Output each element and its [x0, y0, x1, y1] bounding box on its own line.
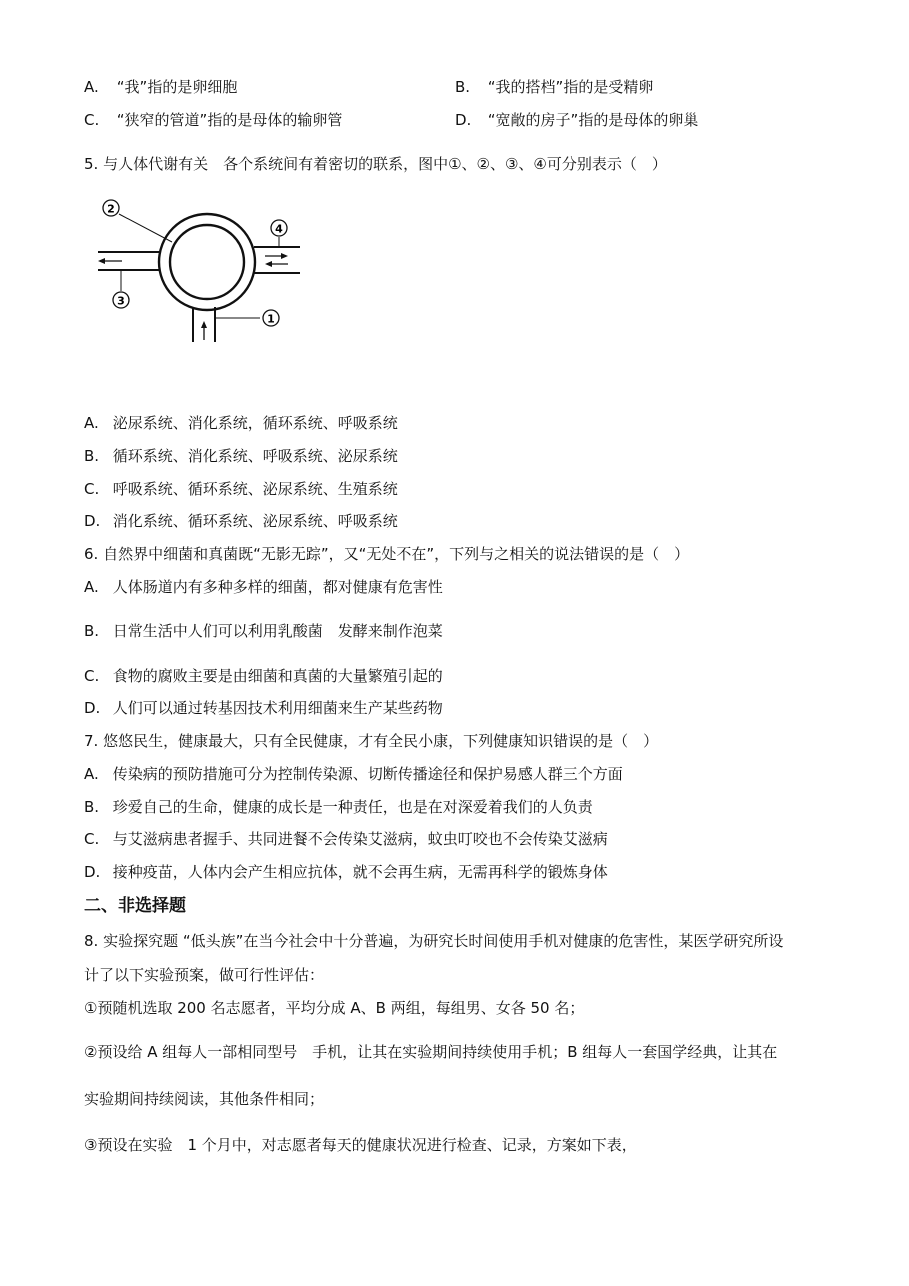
q6-option-b [84, 620, 443, 642]
q4-option-c-label: C. [84, 111, 100, 129]
q4-option-a [84, 76, 237, 98]
q6-option-c-label: C. [84, 667, 100, 685]
q7-option-c [84, 828, 608, 850]
q6-option-b-label: B. [84, 622, 100, 640]
q5-option-b [84, 445, 398, 467]
q8-step-1: ①预随机选取 200 名志愿者，平均分成 A、B 两组，每组男、女各 50 名； [84, 999, 585, 1017]
q7-option-c-text: 与艾滋病患者握手、共同进餐不会传染艾滋病，蚊虫叮咬也不会传染艾滋病 [112, 830, 608, 848]
q4-option-b [455, 76, 653, 98]
q6-option-a-text: 人体肠道内有多种多样的细菌，都对健康有危害性 [112, 578, 443, 596]
diagram-left-arrowhead [98, 258, 105, 264]
q8-step-3: ③预设在实验 1 个月中，对志愿者每天的健康状况进行检查、记录，方案如下表， [84, 1136, 637, 1154]
q5-stem: 5. 与人体代谢有关 各个系统间有着密切的联系，图中①、②、③、④可分别表示（ ） [84, 155, 667, 173]
q5-option-d-label: D. [84, 512, 101, 530]
diagram-bottom-arrowhead [201, 321, 207, 328]
q5-option-a-text: 泌尿系统、消化系统，循环系统、呼吸系统 [112, 414, 398, 432]
q7-option-c-label: C. [84, 830, 100, 848]
q6-option-d [84, 697, 443, 719]
q4-option-d-label: D. [455, 111, 472, 129]
q4-option-a-label: A. [84, 78, 99, 96]
q5-option-c [84, 478, 398, 500]
q5-option-d-text: 消化系统、循环系统、泌尿系统、呼吸系统 [112, 512, 398, 530]
label-3: 3 [117, 294, 125, 308]
q5-option-b-text: 循环系统、消化系统、呼吸系统、泌尿系统 [112, 447, 398, 465]
q6-option-c [84, 665, 443, 687]
q7-option-d-text: 接种疫苗，人体内会产生相应抗体，就不会再生病，无需再科学的锻炼身体 [112, 863, 608, 881]
q8-step-2b: 实验期间持续阅读，其他条件相同； [84, 1090, 325, 1108]
q4-option-b-label: B. [455, 78, 471, 96]
diagram-right-arrowhead-in [265, 261, 272, 267]
q4-option-b-text: “我的搭档”指的是受精卵 [487, 78, 654, 96]
q4-option-c-text: “狭窄的管道”指的是母体的输卵管 [116, 111, 343, 129]
q7-option-b-label: B. [84, 798, 100, 816]
q8-line-2: 计了以下实验预案，做可行性评估： [84, 966, 325, 984]
diagram-outer-ring [159, 214, 255, 310]
q5-option-c-text: 呼吸系统、循环系统、泌尿系统、生殖系统 [112, 480, 398, 498]
q7-option-b-text: 珍爱自己的生命，健康的成长是一种责任，也是在对深爱着我们的人负责 [112, 798, 593, 816]
q6-option-d-text: 人们可以通过转基因技术利用细菌来生产某些药物 [112, 699, 443, 717]
q7-option-a-text: 传染病的预防措施可分为控制传染源、切断传播途径和保护易感人群三个方面 [112, 765, 623, 783]
label-1: 1 [267, 312, 275, 326]
q6-option-c-text: 食物的腐败主要是由细菌和真菌的大量繁殖引起的 [112, 667, 443, 685]
q5-option-d [84, 510, 398, 532]
q7-stem: 7. 悠悠民生，健康最大，只有全民健康，才有全民小康，下列健康知识错误的是（ ） [84, 732, 659, 750]
label-2: 2 [107, 202, 115, 216]
q5-option-a [84, 412, 398, 434]
q7-option-a [84, 763, 623, 785]
q8-step-2a: ②预设给 A 组每人一部相同型号 手机，让其在实验期间持续使用手机；B 组每人一套国学经典，让其在 [84, 1043, 778, 1061]
q5-option-a-label: A. [84, 414, 99, 432]
q5-option-b-label: B. [84, 447, 100, 465]
q7-option-a-label: A. [84, 765, 99, 783]
q4-option-a-text: “我”指的是卵细胞 [116, 78, 238, 96]
q7-option-b [84, 796, 593, 818]
q7-option-d [84, 861, 608, 883]
q5-option-c-label: C. [84, 480, 100, 498]
diagram-right-arrowhead-out [281, 253, 288, 259]
q6-option-d-label: D. [84, 699, 101, 717]
q7-option-d-label: D. [84, 863, 101, 881]
q4-option-c [84, 109, 342, 131]
q6-option-a-label: A. [84, 578, 99, 596]
section-title: 二、非选择题 [84, 896, 186, 916]
diagram-inner-ring [170, 225, 244, 299]
q6-option-b-text: 日常生活中人们可以利用乳酸菌 发酵来制作泡菜 [112, 622, 443, 640]
q5-diagram [90, 192, 300, 347]
label-4: 4 [275, 222, 283, 236]
leader-2 [119, 214, 172, 242]
q4-option-d-text: “宽敞的房子”指的是母体的卵巢 [487, 111, 699, 129]
q6-option-a [84, 576, 443, 598]
q8-line-1: 8. 实验探究题 “低头族”在当今社会中十分普遍，为研究长时间使用手机对健康的危害性，某医学研究所设 [84, 932, 784, 950]
q4-option-d [455, 109, 698, 131]
q6-stem: 6. 自然界中细菌和真菌既“无影无踪”，又“无处不在”，下列与之相关的说法错误的是（ ） [84, 545, 690, 563]
